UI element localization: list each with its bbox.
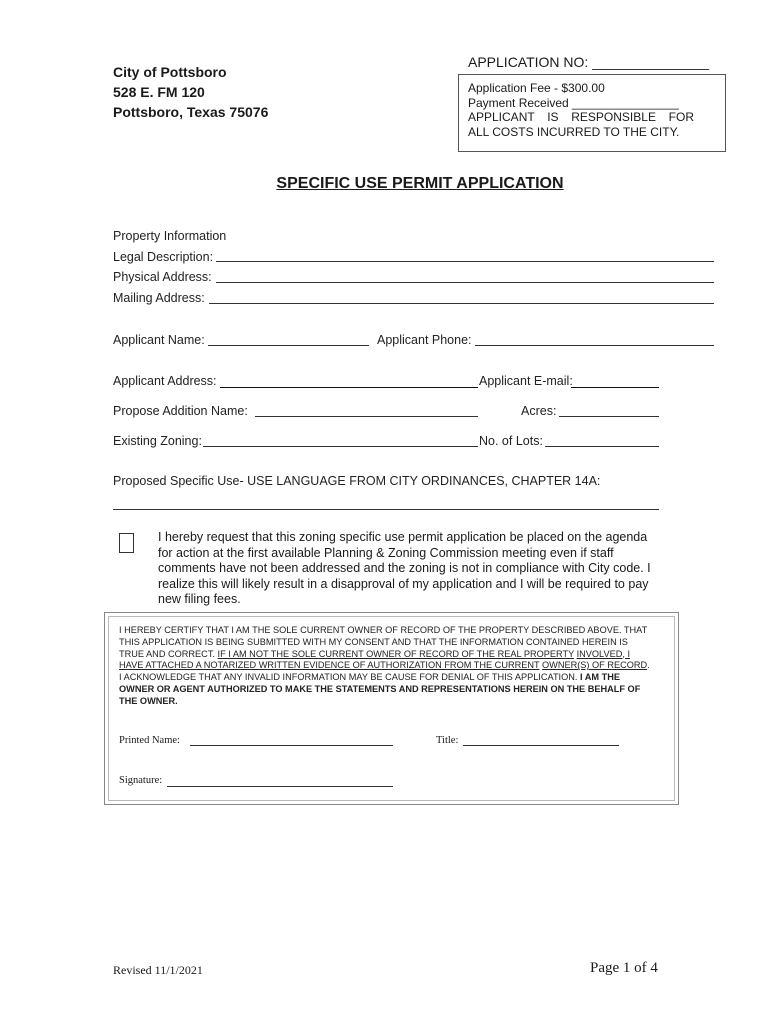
applicant-email-label: Applicant E-mail: xyxy=(479,374,573,388)
applicant-phone-label: Applicant Phone: xyxy=(377,333,472,347)
agenda-request-checkbox[interactable] xyxy=(119,533,134,553)
mailing-address-input[interactable] xyxy=(209,292,714,304)
applicant-address-input[interactable] xyxy=(220,376,478,388)
property-info-heading: Property Information xyxy=(113,229,227,243)
responsibility-line2: ALL COSTS INCURRED TO THE CITY. xyxy=(468,124,680,139)
application-number-field[interactable]: APPLICATION NO: _______________ xyxy=(468,54,710,70)
certification-underlined1: IF I AM NOT THE SOLE CURRENT OWNER OF RECORD OF THE REAL PROPERTY xyxy=(217,648,575,659)
certification-underlined3: OWNER(S) OF RECORD xyxy=(542,660,648,671)
lots-label: No. of Lots: xyxy=(479,434,543,448)
organization-block xyxy=(113,62,268,122)
existing-zoning-input[interactable] xyxy=(203,435,478,447)
acres-input[interactable] xyxy=(559,405,659,417)
addition-name-input[interactable] xyxy=(255,405,478,417)
certification-part4: . I ACKNOWLEDGE THAT ANY INVALID INFORMATION MAY BE CAUSE FOR DENIAL OF THIS APPLICATION. xyxy=(119,660,650,683)
title-label: Title: xyxy=(436,735,459,746)
legal-description-input[interactable] xyxy=(216,250,714,262)
payment-received-field[interactable]: Payment Received ________________ xyxy=(468,95,679,110)
legal-description-label: Legal Description: xyxy=(113,250,214,264)
existing-zoning-label: Existing Zoning: xyxy=(113,434,202,448)
applicant-name-input[interactable] xyxy=(208,334,369,346)
page-number: Page 1 of 4 xyxy=(590,960,658,976)
proposed-use-input[interactable] xyxy=(113,498,659,510)
certification-underlined2: INVOLVED, I HAVE ATTACHED A NOTARIZED WRITTEN EVIDENCE OF AUTHORIZATION FROM THE CURRENT xyxy=(119,648,631,671)
physical-address-input[interactable] xyxy=(216,271,714,283)
agenda-request-text: I hereby request that this zoning specific use permit application be placed on the agenda for action at the first available Planning & Zoning Commission meeting even if staff comments have not been addressed and the zoning is not in compliance with City code. I realize this will likely result in a disapproval of my application and I will be required to pay new filing fees. xyxy=(158,530,651,606)
responsibility-line1: APPLICANT IS RESPONSIBLE FOR xyxy=(468,110,694,124)
acres-label: Acres: xyxy=(521,404,557,418)
title-input[interactable] xyxy=(463,734,619,746)
lots-input[interactable] xyxy=(545,435,659,447)
applicant-phone-input[interactable] xyxy=(475,334,714,346)
applicant-email-input[interactable] xyxy=(571,376,659,388)
signature-label: Signature: xyxy=(119,775,163,786)
mailing-address-label: Mailing Address: xyxy=(113,291,205,305)
proposed-use-label: Proposed Specific Use- USE LANGUAGE FROM CITY ORDINANCES, CHAPTER 14A: xyxy=(113,474,601,488)
certification-bold: I AM THE OWNER OR AGENT AUTHORIZED TO MAKE THE STATEMENTS AND REPRESENTATIONS HEREIN ON THE BEHALF OF THE OWNER. xyxy=(119,672,641,706)
printed-name-label: Printed Name: xyxy=(119,735,180,746)
fee-box xyxy=(458,74,726,152)
org-address-line2: Pottsboro, Texas 75076 xyxy=(113,104,269,120)
org-address-line1: 528 E. FM 120 xyxy=(113,84,205,100)
addition-name-label: Propose Addition Name: xyxy=(113,404,248,418)
applicant-address-label: Applicant Address: xyxy=(113,374,217,388)
certification-part1: I HEREBY CERTIFY THAT I AM THE SOLE CURRENT OWNER OF RECORD OF THE PROPERTY DESCRIBED ABOVE. THAT THIS APPLICATION IS BEING SUBMITTED WITH MY CONSENT AND THAT THE INFORMATION CONTAINED HEREIN IS TRUE AND CORRECT. xyxy=(119,625,648,659)
org-name: City of Pottsboro xyxy=(113,64,227,80)
certification-text xyxy=(119,625,654,708)
physical-address-label: Physical Address: xyxy=(113,270,212,284)
printed-name-input[interactable] xyxy=(190,734,393,746)
page-title: SPECIFIC USE PERMIT APPLICATION xyxy=(276,175,564,192)
application-fee: Application Fee - $300.00 xyxy=(468,81,605,95)
revision-date: Revised 11/1/2021 xyxy=(113,963,203,977)
applicant-name-label: Applicant Name: xyxy=(113,333,205,347)
signature-input[interactable] xyxy=(167,775,393,787)
